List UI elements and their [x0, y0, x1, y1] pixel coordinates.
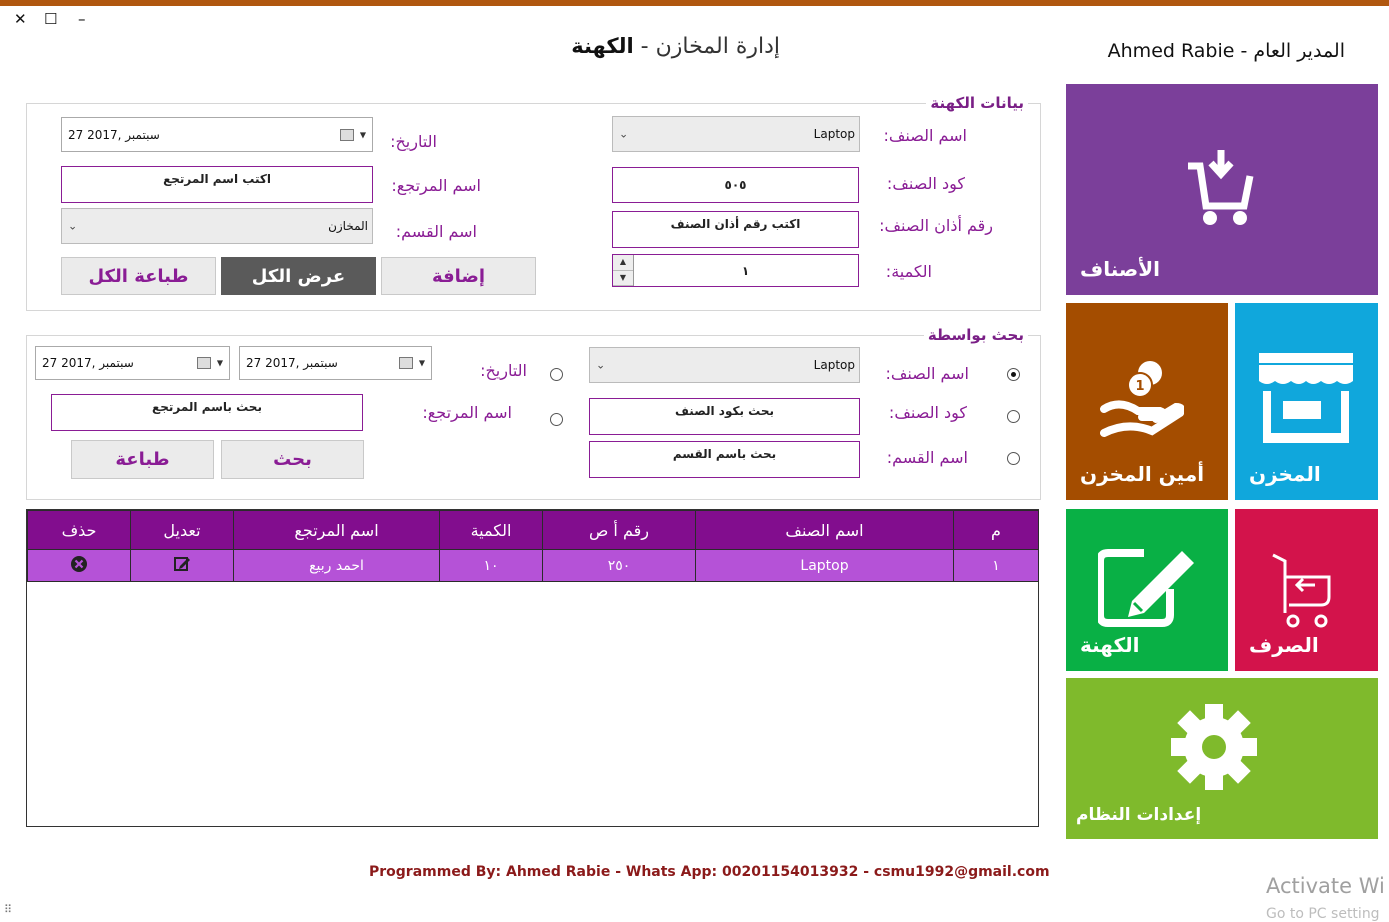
results-table [27, 510, 1039, 582]
tile-store-label: المخزن [1249, 462, 1321, 486]
cell-item: Laptop [696, 550, 954, 582]
tile-keeper[interactable] [1066, 303, 1228, 500]
column-header[interactable]: م [954, 511, 1039, 550]
search-item-name-select[interactable] [589, 347, 860, 383]
minimize-icon[interactable]: – [78, 10, 86, 28]
tile-items[interactable] [1066, 84, 1378, 295]
column-header[interactable]: حذف [28, 511, 131, 550]
entry-returner-label: اسم المرتجع: [391, 176, 481, 195]
calendar-icon[interactable] [197, 357, 211, 369]
cell-index: ١ [954, 550, 1039, 582]
search-date-from-picker[interactable] [239, 346, 432, 380]
calendar-icon[interactable] [340, 129, 354, 141]
search-item-code-label: كود الصنف: [888, 403, 967, 422]
hand-coin-icon [1100, 359, 1184, 443]
stepper-up-icon[interactable]: ▲ [613, 255, 633, 271]
chevron-down-icon: ⌄ [619, 127, 629, 141]
stepper-arrows[interactable] [613, 255, 634, 286]
tile-issue-label: الصرف [1249, 633, 1319, 657]
cell-edit[interactable] [131, 550, 234, 582]
entry-date-picker[interactable] [61, 117, 373, 152]
column-header[interactable]: اسم الصنف [696, 511, 954, 550]
cell-delete[interactable] [28, 550, 131, 582]
current-user: Ahmed Rabie - المدير العام [1107, 40, 1345, 62]
search-item-name-label: اسم الصنف: [885, 364, 969, 383]
tile-scrap-label: الكهنة [1080, 633, 1140, 657]
entry-qty-stepper[interactable] [612, 254, 859, 287]
svg-text:1: 1 [1135, 379, 1145, 394]
entry-item-name-value: Laptop [813, 127, 855, 141]
entry-qty-value: ١ [741, 263, 750, 278]
column-header[interactable]: اسم المرتجع [234, 511, 440, 550]
search-group-legend: بحث بواسطة [927, 326, 1024, 344]
entry-item-code-label: كود الصنف: [886, 174, 965, 193]
results-grid[interactable] [26, 509, 1039, 827]
search-date-from-value: 27 سبتمبر ,2017 [246, 356, 338, 370]
tile-store[interactable] [1235, 303, 1378, 500]
search-button[interactable]: بحث [221, 440, 364, 479]
tile-issue[interactable] [1235, 509, 1378, 671]
print-button[interactable]: طباعة [71, 440, 214, 479]
entry-permit-label: رقم أذان الصنف: [879, 216, 993, 235]
search-by-dept-radio[interactable] [1007, 452, 1020, 465]
column-header[interactable]: رقم أ ص [543, 511, 696, 550]
entry-item-code-value: ٥٠٥ [724, 178, 747, 192]
dropdown-triangle-icon: ▼ [418, 358, 425, 368]
entry-permit-field[interactable] [612, 211, 859, 248]
calendar-icon[interactable] [399, 357, 413, 369]
gear-icon [1171, 704, 1257, 790]
cart-download-icon [1186, 150, 1256, 230]
search-dept-label: اسم القسم: [886, 448, 968, 467]
search-by-item-name-radio[interactable] [1007, 368, 1020, 381]
search-date-label: التاريخ: [480, 361, 527, 380]
search-item-code-placeholder: بحث بكود الصنف [675, 404, 775, 418]
cell-permit: ٢٥٠ [543, 550, 696, 582]
tile-keeper-label: أمين المخزن [1080, 462, 1205, 486]
show-all-button[interactable]: عرض الكل [221, 257, 376, 295]
entry-qty-label: الكمية: [885, 262, 932, 281]
tile-settings[interactable] [1066, 678, 1378, 839]
column-header[interactable]: الكمية [440, 511, 543, 550]
dropdown-triangle-icon: ▼ [359, 130, 366, 139]
maximize-icon[interactable]: ☐ [44, 10, 58, 28]
page-title-section: الكهنة [571, 34, 634, 58]
search-returner-field[interactable] [51, 394, 363, 431]
entry-group-legend: بيانات الكهنة [930, 94, 1024, 112]
entry-item-code-field[interactable] [612, 167, 859, 203]
entry-date-label: التاريخ: [390, 132, 437, 151]
stepper-down-icon[interactable]: ▼ [613, 271, 633, 287]
entry-returner-placeholder: اكتب اسم المرتجع [163, 172, 271, 186]
entry-returner-field[interactable] [61, 166, 373, 203]
chevron-down-icon: ⌄ [68, 219, 78, 233]
add-button[interactable]: إضافة [381, 257, 536, 295]
search-date-to-value: 27 سبتمبر ,2017 [42, 356, 134, 370]
chevron-down-icon: ⌄ [596, 358, 606, 372]
page-title-prefix: إدارة المخازن - [640, 34, 780, 59]
entry-permit-placeholder: اكتب رقم أذان الصنف [670, 217, 801, 231]
entry-dept-value: المخازن [328, 219, 368, 233]
search-item-code-field[interactable] [589, 398, 860, 435]
search-by-date-radio[interactable] [550, 368, 563, 381]
dropdown-triangle-icon: ▼ [216, 358, 223, 368]
search-by-returner-radio[interactable] [550, 413, 563, 426]
tile-settings-label: إعدادات النظام [1076, 805, 1202, 825]
entry-item-name-label: اسم الصنف: [883, 126, 967, 145]
entry-dept-select[interactable] [61, 208, 373, 244]
delete-icon[interactable] [70, 555, 88, 573]
table-header-row [28, 511, 1039, 550]
entry-date-value: 27 سبتمبر ,2017 [68, 127, 160, 142]
page-title [520, 34, 780, 59]
entry-item-name-select[interactable] [612, 116, 860, 152]
tile-items-label: الأصناف [1080, 257, 1160, 281]
edit-icon[interactable] [173, 555, 191, 573]
table-row[interactable] [28, 550, 1039, 582]
cell-returner: احمد ربيع [234, 550, 440, 582]
search-dept-field[interactable] [589, 441, 860, 478]
search-dept-placeholder: بحث باسم القسم [672, 447, 777, 461]
search-by-item-code-radio[interactable] [1007, 410, 1020, 423]
entry-dept-label: اسم القسم: [395, 222, 477, 241]
storefront-icon [1259, 353, 1353, 443]
search-returner-label: اسم المرتجع: [422, 403, 512, 422]
top-accent-bar [0, 0, 1389, 6]
search-date-to-picker[interactable] [35, 346, 230, 380]
windows-activation-watermark: Activate Wi [1266, 874, 1385, 898]
cell-qty: ١٠ [440, 550, 543, 582]
print-all-button[interactable]: طباعة الكل [61, 257, 216, 295]
column-header[interactable]: تعديل [131, 511, 234, 550]
search-returner-placeholder: بحث باسم المرتجع [152, 400, 262, 414]
tile-scrap[interactable] [1066, 509, 1228, 671]
close-icon[interactable]: ✕ [14, 10, 27, 28]
windows-activation-hint: Go to PC setting [1266, 906, 1380, 922]
resize-grip-icon[interactable]: ⠿ [4, 903, 13, 916]
cart-return-icon [1271, 553, 1331, 629]
edit-note-icon [1098, 549, 1196, 627]
search-item-name-value: Laptop [813, 358, 855, 372]
footer-credits: Programmed By: Ahmed Rabie - Whats App: 00201154013932 - csmu1992@gmail.com [369, 864, 1050, 880]
